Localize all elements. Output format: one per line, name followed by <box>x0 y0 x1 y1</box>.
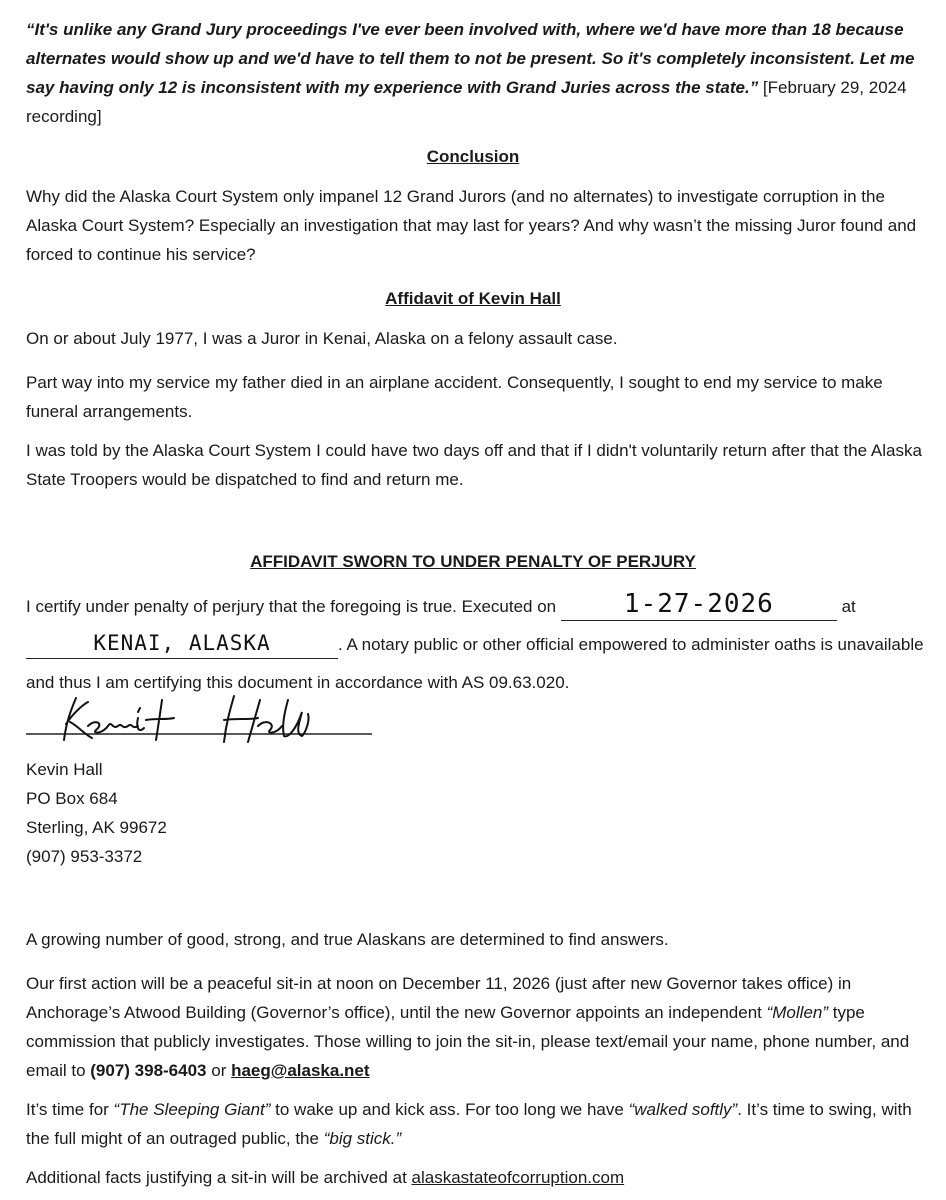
sleeping-giant-term: “The Sleeping Giant” <box>113 1100 271 1119</box>
grand-jury-quote <box>26 15 926 131</box>
sit-in-or: or <box>206 1061 232 1080</box>
signer-address <box>26 755 167 871</box>
signer-po-box: PO Box 684 <box>26 789 118 808</box>
certification-body: . A notary public or other official empowered to administer oaths is unavailable and thus I am certifying this document in accordance with AS 09.63.020. <box>26 635 924 692</box>
affidavit-paragraph-2: Part way into my service my father died in an airplane accident. Consequently, I sought to end my service to make funeral arrangements. <box>26 373 883 421</box>
execution-place-field <box>26 630 338 659</box>
execution-date-field <box>561 591 837 621</box>
certification-statement <box>26 588 926 702</box>
signer-city: Sterling, AK 99672 <box>26 818 167 837</box>
contact-email-link[interactable]: haeg@alaska.net <box>231 1061 370 1080</box>
signature-block <box>26 690 386 750</box>
sit-in-text-b: type commission that publicly investigates. Those willing to join the sit-in, please text/email your name, phone number, and email to <box>26 1003 910 1080</box>
quote-text: “It's unlike any Grand Jury proceedings I've ever been involved with, where we'd have more than 18 because alternates would show up and we'd have to tell them to not be present. So it's completely inconsistent. Let me say having only 12 is inconsistent with my experience with Grand Juries across the state.” <box>26 20 915 97</box>
mollen-term: “Mollen” <box>766 1003 829 1022</box>
sit-in-text-a: Our first action will be a peaceful sit-in at noon on December 11, 2026 (just after new Governor takes office) in Anchorage’s Atwood Building (Governor’s office), until the new Governor appoints an independent <box>26 974 852 1022</box>
signer-name: Kevin Hall <box>26 760 103 779</box>
archive-text: Additional facts justifying a sit-in will be archived at <box>26 1168 412 1187</box>
execution-place: KENAI, ALASKA <box>93 631 271 655</box>
giant-text-c: . It’s time to swing, with the full might of an outraged public, the <box>26 1100 912 1148</box>
sworn-heading: AFFIDAVIT SWORN TO UNDER PENALTY OF PERJURY <box>250 552 696 571</box>
giant-text-b: to wake up and kick ass. For too long we have <box>270 1100 629 1119</box>
contact-phone: (907) 398-6403 <box>90 1061 207 1080</box>
affidavit-paragraph-1: On or about July 1977, I was a Juror in Kenai, Alaska on a felony assault case. <box>26 329 618 348</box>
closing-paragraph-3 <box>26 1095 926 1153</box>
certification-at: at <box>836 597 856 616</box>
closing-paragraph-2 <box>26 969 926 1085</box>
closing-paragraph-1: A growing number of good, strong, and true Alaskans are determined to find answers. <box>26 930 669 949</box>
signer-phone: (907) 953-3372 <box>26 847 143 866</box>
walked-softly-term: “walked softly” <box>628 1100 738 1119</box>
affidavit-heading: Affidavit of Kevin Hall <box>385 289 561 308</box>
quote-source: [February 29, 2024 recording] <box>26 78 907 126</box>
giant-text-a: It’s time for <box>26 1100 114 1119</box>
closing-paragraph-4 <box>26 1163 926 1192</box>
signature-image <box>26 690 386 750</box>
certification-prefix: I certify under penalty of perjury that the foregoing is true. Executed on <box>26 597 561 616</box>
execution-date: 1-27-2026 <box>623 589 774 619</box>
affidavit-paragraph-3: I was told by the Alaska Court System I could have two days off and that if I didn't voluntarily return after that the Alaska State Troopers would be dispatched to find and return me. <box>26 441 922 489</box>
conclusion-heading: Conclusion <box>426 147 520 166</box>
archive-website-link[interactable]: alaskastateofcorruption.com <box>411 1168 625 1187</box>
big-stick-term: “big stick.” <box>323 1129 402 1148</box>
conclusion-body: Why did the Alaska Court System only impanel 12 Grand Jurors (and no alternates) to investigate corruption in the Alaska Court System? Especially an investigation that may last for years? And why wasn’t the missing Juror found and forced to continue his service? <box>26 187 917 264</box>
